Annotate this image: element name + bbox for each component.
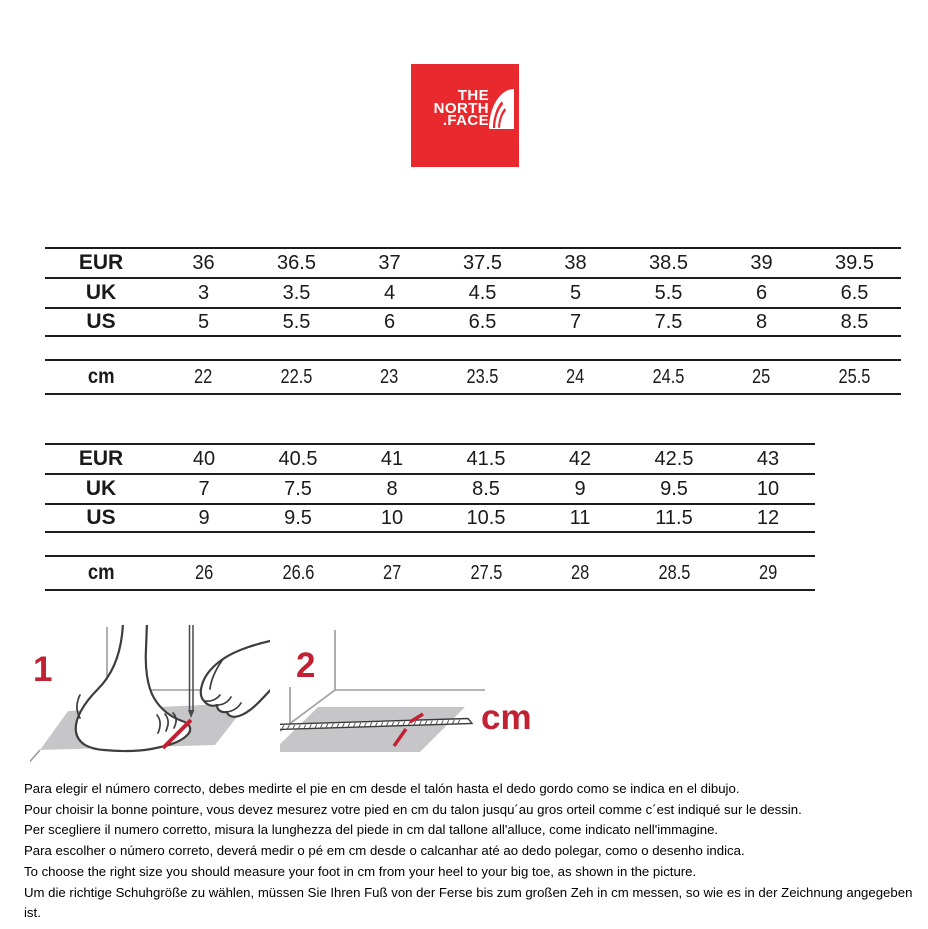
size-value: 8.5 <box>840 310 869 333</box>
size-value: 28 <box>570 561 590 584</box>
size-value: 41.5 <box>466 447 506 470</box>
size-value: 26 <box>194 561 214 584</box>
instruction-de: Um die richtige Schuhgröße zu wählen, müssen Sie Ihren Fuß von der Ferse bis zum großen Zeh in cm messen, so wie es in der Zeichnung angegeben ist. <box>24 884 913 921</box>
size-table-1 <box>45 247 901 395</box>
size-table-row <box>45 443 815 473</box>
size-row-label: EUR <box>78 447 124 470</box>
size-value: 9.5 <box>284 506 312 529</box>
size-value: 40.5 <box>278 447 318 470</box>
size-value: 7 <box>198 477 210 500</box>
size-row-label: cm <box>87 561 115 584</box>
size-value: 7.5 <box>654 310 683 333</box>
size-value: 9.5 <box>660 477 688 500</box>
size-value: 8.5 <box>472 477 500 500</box>
size-table-2 <box>45 443 815 591</box>
half-dome-icon <box>489 89 514 129</box>
size-value: 42.5 <box>654 447 694 470</box>
size-table-row <box>45 247 901 277</box>
size-value: 9 <box>574 477 586 500</box>
size-value: 43 <box>756 447 780 470</box>
size-value: 3 <box>197 281 210 304</box>
size-value: 22 <box>194 365 213 388</box>
size-value: 12 <box>756 506 780 529</box>
size-value: 7 <box>569 310 582 333</box>
size-value: 22.5 <box>280 365 313 388</box>
size-value: 41 <box>380 447 404 470</box>
size-table-row <box>45 503 815 533</box>
size-value: 5 <box>569 281 582 304</box>
size-row-label: UK <box>85 281 117 304</box>
size-value: 5.5 <box>282 310 311 333</box>
logo-line-face: .FACE <box>442 112 489 130</box>
size-value: 10 <box>380 506 404 529</box>
size-value: 4 <box>383 281 396 304</box>
instruction-fr: Pour choisir la bonne pointure, vous devez mesurez votre pied en cm du talon jusqu´au gros orteil comme c´est indiqué sur le dessin. <box>24 801 802 817</box>
size-value: 26.6 <box>282 561 314 584</box>
size-value: 39.5 <box>835 251 874 274</box>
size-value: 38.5 <box>649 251 688 274</box>
size-table-row <box>45 359 901 395</box>
instruction-it: Per scegliere il numero corretto, misura la lunghezza del piede in cm dal tallone all'alluce, come indicato nell'immagine. <box>24 822 719 838</box>
size-value: 3.5 <box>282 281 311 304</box>
size-row-label: US <box>86 310 116 333</box>
size-value: 11 <box>569 506 591 529</box>
size-value: 36 <box>192 251 215 274</box>
size-table-row <box>45 555 815 591</box>
size-value: 6.5 <box>468 310 497 333</box>
size-table-row <box>45 307 901 337</box>
size-value: 40 <box>192 447 216 470</box>
foot-measuring-illustration <box>30 625 270 775</box>
size-value: 27.5 <box>470 561 502 584</box>
cm-unit-label: cm <box>481 698 532 737</box>
instruction-es: Para elegir el número correcto, debes medirte el pie en cm desde el talón hasta el dedo gordo como se indica en el dibujo. <box>24 781 740 796</box>
size-value: 42 <box>568 447 592 470</box>
instruction-pt: Para escolher o número correto, deverá medir o pé em cm desde o calcanhar até ao dedo polegar, como o desenho indica. <box>24 843 745 859</box>
size-value: 10 <box>756 477 780 500</box>
size-value: 25.5 <box>838 365 871 388</box>
size-value: 8 <box>755 310 768 333</box>
size-row-label: UK <box>85 477 117 500</box>
size-value: 9 <box>198 506 210 529</box>
size-value: 5 <box>197 310 210 333</box>
north-face-logo <box>411 64 519 167</box>
size-value: 25 <box>752 365 771 388</box>
size-value: 11.5 <box>655 506 693 529</box>
size-value: 37.5 <box>463 251 502 274</box>
logo-wordmark <box>433 87 489 130</box>
step-2-number: 2 <box>296 646 316 685</box>
size-value: 37 <box>378 251 401 274</box>
size-value: 28.5 <box>658 561 690 584</box>
ruler-icon <box>280 625 580 775</box>
size-value: 24 <box>566 365 585 388</box>
instructions-list <box>24 779 914 924</box>
size-value: 8 <box>386 477 398 500</box>
size-value: 6.5 <box>840 281 869 304</box>
size-row-label: cm <box>87 365 115 388</box>
size-value: 29 <box>758 561 778 584</box>
ruler-illustration <box>280 625 580 775</box>
size-value: 23.5 <box>466 365 499 388</box>
size-value: 38 <box>564 251 587 274</box>
size-value: 27 <box>382 561 402 584</box>
logo-line-the: THE <box>457 87 489 104</box>
size-table-row <box>45 277 901 307</box>
foot-icon <box>30 625 270 775</box>
size-value: 39 <box>750 251 773 274</box>
size-value: 23 <box>380 365 399 388</box>
size-value: 10.5 <box>466 506 506 529</box>
size-value: 5.5 <box>654 281 683 304</box>
size-table-row <box>45 473 815 503</box>
table-gap <box>45 337 901 359</box>
size-row-label: EUR <box>78 251 124 274</box>
size-value: 36.5 <box>277 251 316 274</box>
size-value: 24.5 <box>652 365 685 388</box>
logo-line-north: NORTH <box>433 99 489 117</box>
size-row-label: US <box>86 506 116 529</box>
instruction-en: To choose the right size you should measure your foot in cm from your heel to your big toe, as shown in the picture. <box>24 863 697 879</box>
size-value: 4.5 <box>468 281 497 304</box>
size-value: 7.5 <box>284 477 312 500</box>
size-value: 6 <box>383 310 396 333</box>
size-value: 6 <box>755 281 768 304</box>
table-gap <box>45 533 815 555</box>
step-1-number: 1 <box>33 650 53 689</box>
